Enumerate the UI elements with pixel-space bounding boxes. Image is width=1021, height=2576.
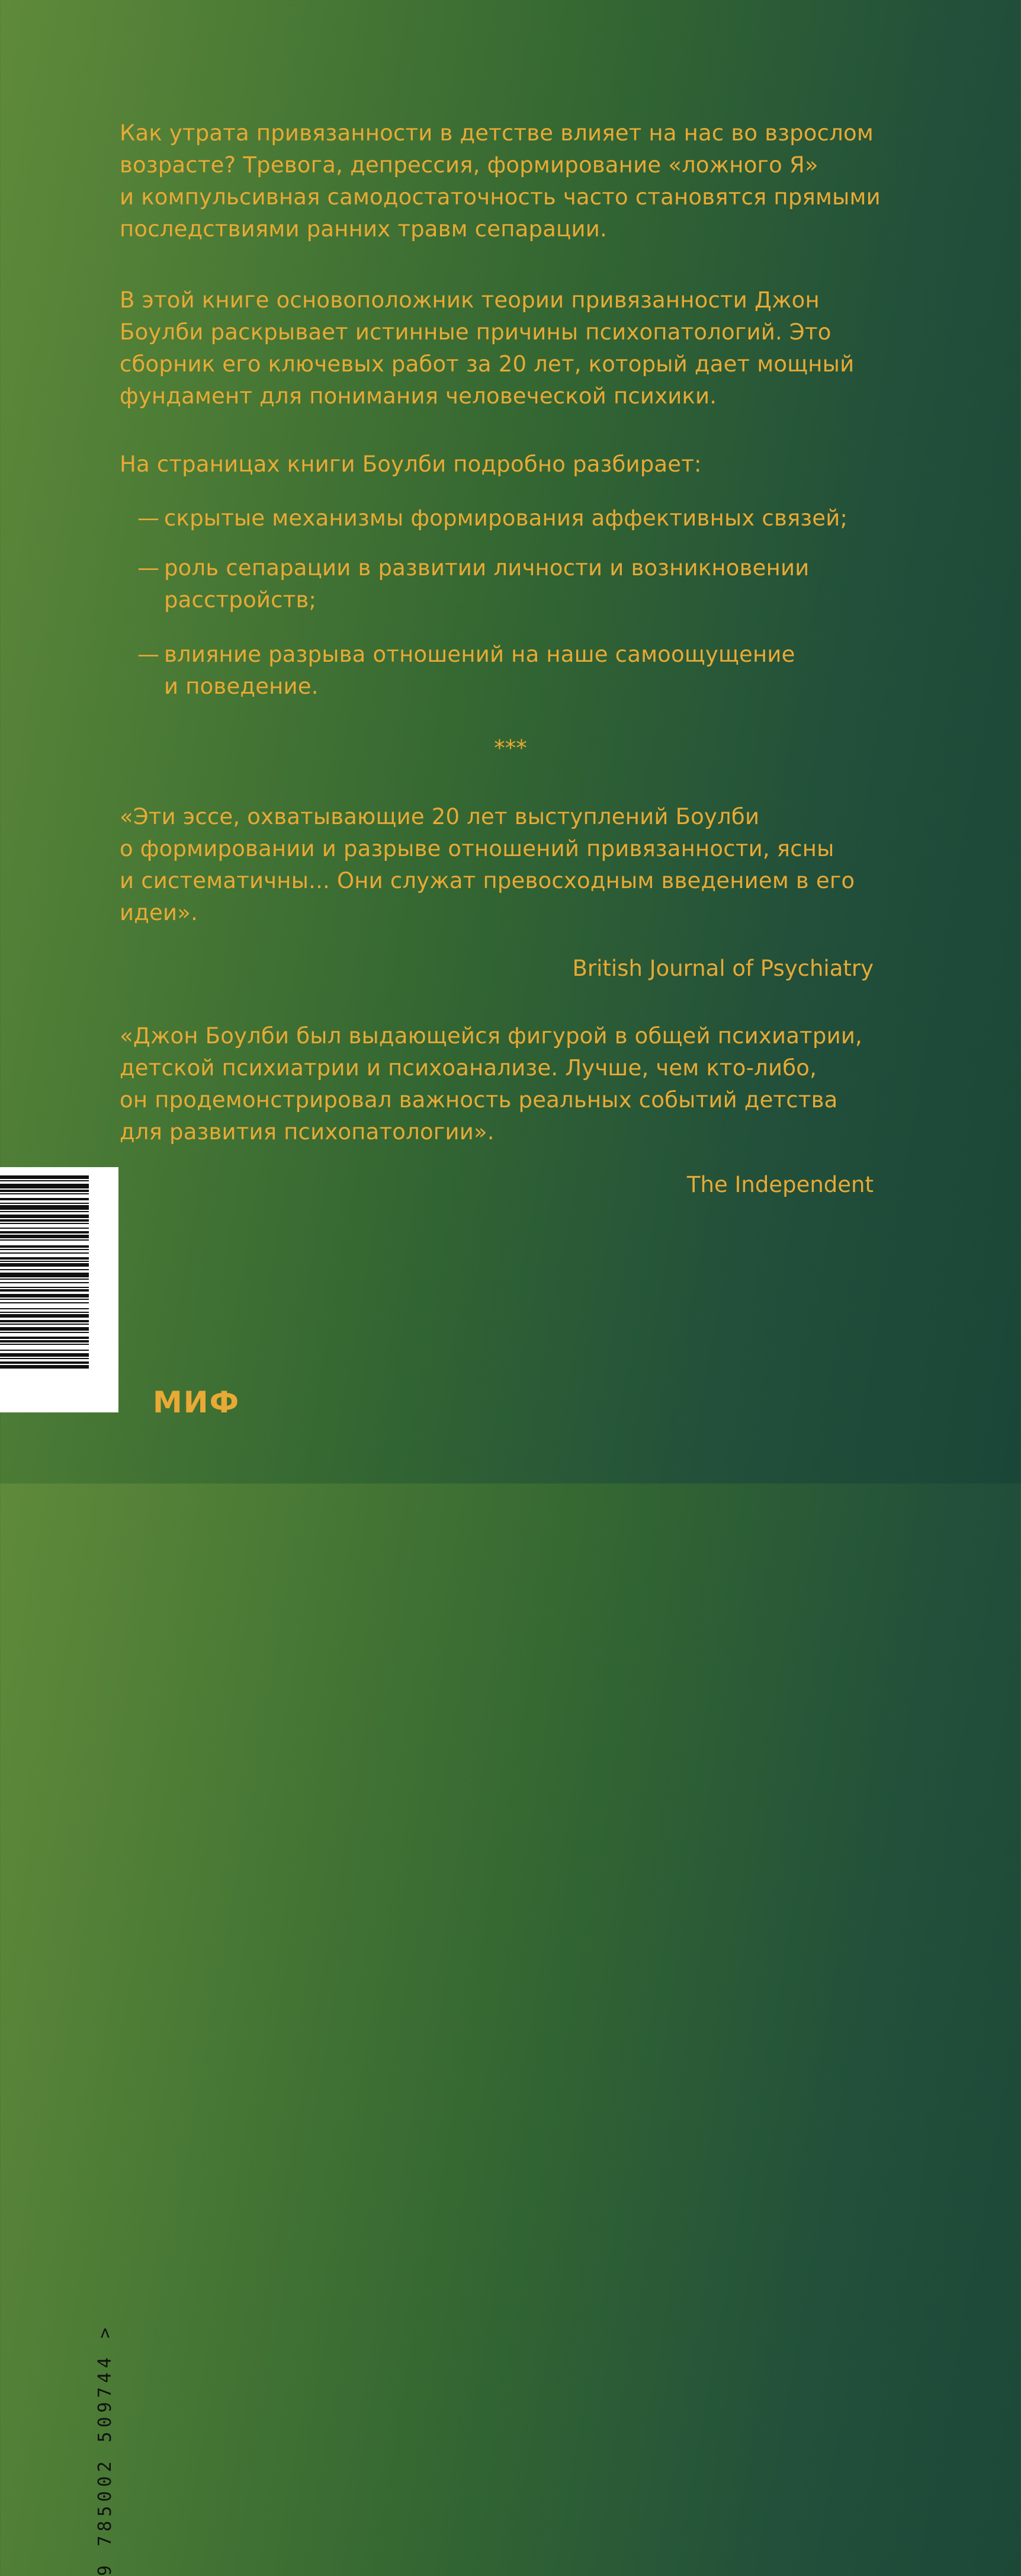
- barcode-bar: [0, 1324, 89, 1325]
- text-line: В этой книге основоположник теории привязанности Джон: [120, 287, 820, 313]
- quote-line: детской психиатрии и психоанализе. Лучше, чем кто-либо,: [120, 1055, 817, 1081]
- barcode-bar: [0, 1287, 89, 1288]
- barcode-bar: [0, 1332, 89, 1333]
- isbn-digits: 9 785002 509744 >: [95, 2323, 115, 2576]
- barcode-bar: [0, 1257, 89, 1260]
- barcode-bars: [0, 1167, 118, 1412]
- quote-line: о формировании и разрыве отношений привязанности, ясны: [120, 836, 834, 861]
- quote-line: он продемонстрировал важность реальных событий детства: [120, 1087, 838, 1113]
- review-quote-2: [120, 1020, 890, 1148]
- barcode-bar: [0, 1294, 89, 1297]
- bullet-text: и поведение.: [164, 674, 319, 699]
- description-paragraph-3: [120, 448, 890, 480]
- barcode-bar: [0, 1215, 89, 1218]
- text-line: фундамент для понимания человеческой психики.: [120, 383, 717, 409]
- barcode-bar: [0, 1223, 89, 1224]
- text-line: возрасте? Тревога, депрессия, формирование «ложного Я»: [120, 152, 818, 178]
- barcode-bar: [0, 1263, 89, 1267]
- barcode-bar: [0, 1327, 89, 1331]
- barcode-bar: [0, 1308, 89, 1309]
- barcode-bar: [0, 1252, 89, 1254]
- barcode-bar: [0, 1190, 89, 1192]
- barcode-bar: [0, 1340, 89, 1343]
- barcode-bar: [0, 1314, 89, 1318]
- bullet-text: расстройств;: [164, 587, 317, 613]
- quote-source-2: The Independent: [686, 1172, 874, 1197]
- barcode-bar: [0, 1365, 89, 1369]
- barcode-bar: [0, 1180, 89, 1181]
- barcode-bar: [0, 1228, 89, 1229]
- text-line: сборник его ключевых работ за 20 лет, который дает мощный: [120, 351, 855, 377]
- barcode-bar: [0, 1302, 89, 1303]
- isbn-barcode: [0, 1167, 118, 2576]
- bullet-dash: —: [137, 505, 160, 531]
- barcode-bar: [0, 1299, 89, 1300]
- text-line: Боулби раскрывает истинные причины психопатологий. Это: [120, 319, 831, 345]
- barcode-bar: [0, 1249, 89, 1250]
- text-line: Как утрата привязанности в детстве влияет на нас во взрослом: [120, 120, 874, 146]
- barcode-bar: [0, 1358, 89, 1359]
- barcode-bar: [0, 1203, 89, 1204]
- bullet-dash: —: [137, 555, 160, 581]
- section-separator: ***: [494, 735, 527, 761]
- barcode-bar: [0, 1289, 89, 1292]
- bullet-text: скрытые механизмы формирования аффективных связей;: [164, 505, 848, 531]
- barcode-bar: [0, 1211, 89, 1212]
- barcode-bar: [0, 1205, 89, 1210]
- quote-line: «Джон Боулби был выдающейся фигурой в общей психиатрии,: [120, 1023, 863, 1049]
- barcode-bar: [0, 1361, 89, 1364]
- barcode-bar: [0, 1184, 89, 1188]
- text-line: и компульсивная самодостаточность часто становятся прямыми: [120, 184, 881, 210]
- quote-line: идеи».: [120, 900, 198, 925]
- barcode-bar: [0, 1245, 89, 1248]
- barcode-bar: [0, 1239, 89, 1241]
- barcode-bar: [0, 1353, 89, 1357]
- barcode-bar: [0, 1235, 89, 1238]
- publisher-logo: МИФ: [153, 1385, 240, 1420]
- barcode-bar: [0, 1273, 89, 1277]
- barcode-bar: [0, 1269, 89, 1270]
- barcode-bar: [0, 1337, 89, 1339]
- bullet-text: роль сепарации в развитии личности и возникновении: [164, 555, 810, 581]
- text-line: На страницах книги Боулби подробно разбирает:: [120, 451, 702, 477]
- barcode-bar: [0, 1312, 89, 1313]
- quote-line: и систематичны... Они служат превосходным введением в его: [120, 868, 855, 893]
- quote-line: «Эти эссе, охватывающие 20 лет выступлений Боулби: [120, 804, 760, 829]
- barcode-bar: [0, 1198, 89, 1200]
- barcode-bar: [0, 1282, 89, 1283]
- bullet-text: влияние разрыва отношений на наше самоощущение: [164, 642, 795, 667]
- barcode-bar: [0, 1175, 89, 1179]
- barcode-bar: [0, 1219, 89, 1222]
- barcode-bar: [0, 1261, 89, 1262]
- barcode-bar: [0, 1350, 89, 1351]
- barcode-bar: [0, 1344, 89, 1345]
- description-paragraph-2: [120, 284, 890, 412]
- description-paragraph-1: [120, 117, 890, 245]
- bullet-dash: —: [137, 642, 160, 667]
- quote-line: для развития психопатологии».: [120, 1119, 495, 1145]
- barcode-bar: [0, 1320, 89, 1322]
- review-quote-1: [120, 801, 890, 929]
- barcode-bar: [0, 1231, 89, 1233]
- quote-source-1: British Journal of Psychiatry: [572, 956, 874, 981]
- text-line: последствиями ранних травм сепарации.: [120, 216, 607, 242]
- barcode-bar: [0, 1279, 89, 1280]
- barcode-bar: [0, 1193, 89, 1194]
